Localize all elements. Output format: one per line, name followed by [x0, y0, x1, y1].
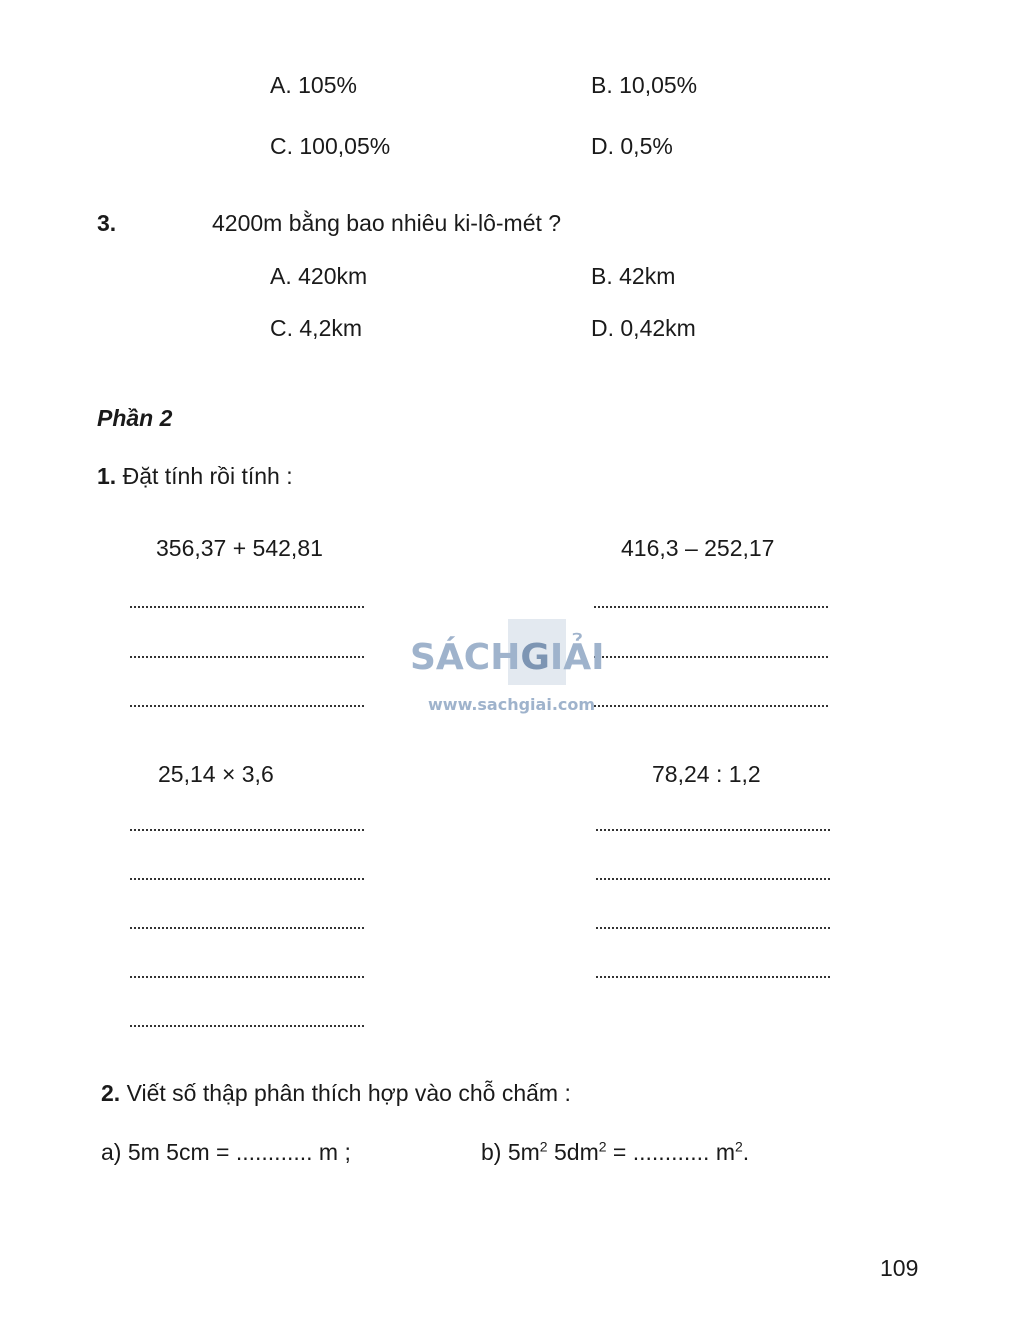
answer-line	[130, 1025, 364, 1027]
answer-line	[130, 606, 364, 608]
exercise2-part-b	[481, 1138, 750, 1165]
q3-option-d: D. 0,42km	[591, 315, 696, 341]
answer-line	[130, 878, 364, 880]
q3-option-b: B. 42km	[591, 263, 676, 289]
page-number: 109	[880, 1255, 919, 1281]
watermark-logo	[410, 637, 605, 678]
answer-line	[130, 656, 364, 658]
calc-subtraction: 416,3 – 252,17	[621, 535, 775, 561]
answer-line	[594, 606, 828, 608]
watermark-url: www.sachgiai.com	[428, 695, 596, 714]
calc-multiplication: 25,14 × 3,6	[158, 761, 274, 787]
answer-line	[594, 656, 828, 658]
q2-option-a: A. 105%	[270, 72, 357, 98]
q3-option-c: C. 4,2km	[270, 315, 363, 341]
part-b-mid: 5dm	[547, 1139, 599, 1165]
answer-line	[130, 705, 364, 707]
calc-addition: 356,37 + 542,81	[156, 535, 323, 561]
q2-option-b: B. 10,05%	[591, 72, 698, 98]
exercise2-number: 2.	[101, 1080, 121, 1106]
exercise1-heading	[97, 465, 293, 488]
q2-option-c: C. 100,05%	[270, 133, 391, 159]
q3-question: 4200m bằng bao nhiêu ki-lô-mét ?	[212, 210, 562, 236]
answer-line	[596, 878, 830, 880]
exercise2-text: Viết số thập phân thích hợp vào chỗ chấm :	[126, 1080, 571, 1106]
exercise2-part-a: a) 5m 5cm = ............ m ;	[101, 1139, 351, 1165]
part-b-prefix: b) 5m	[481, 1139, 540, 1165]
watermark-brand-g: G	[520, 637, 550, 678]
part-b-mid2: = ............ m	[606, 1139, 735, 1165]
q3-number: 3.	[97, 210, 117, 236]
superscript: 2	[598, 1138, 607, 1155]
part2-title: Phần 2	[97, 405, 173, 431]
answer-line	[596, 927, 830, 929]
answer-line	[596, 976, 830, 978]
answer-line	[594, 705, 828, 707]
answer-line	[596, 829, 830, 831]
part-b-end: .	[742, 1139, 750, 1165]
calc-division: 78,24 : 1,2	[652, 761, 761, 787]
answer-line	[130, 927, 364, 929]
answer-line	[130, 829, 364, 831]
exercise1-number: 1.	[97, 463, 117, 489]
watermark-brand-right: IẢI	[549, 637, 605, 678]
exercise2-heading	[101, 1082, 571, 1105]
exercise1-text: Đặt tính rồi tính :	[122, 463, 293, 489]
q2-option-d: D. 0,5%	[591, 133, 673, 159]
watermark-brand-left: SÁCH	[410, 637, 521, 678]
superscript: 2	[539, 1138, 548, 1155]
answer-line	[130, 976, 364, 978]
superscript: 2	[734, 1138, 743, 1155]
q3-option-a: A. 420km	[270, 263, 368, 289]
